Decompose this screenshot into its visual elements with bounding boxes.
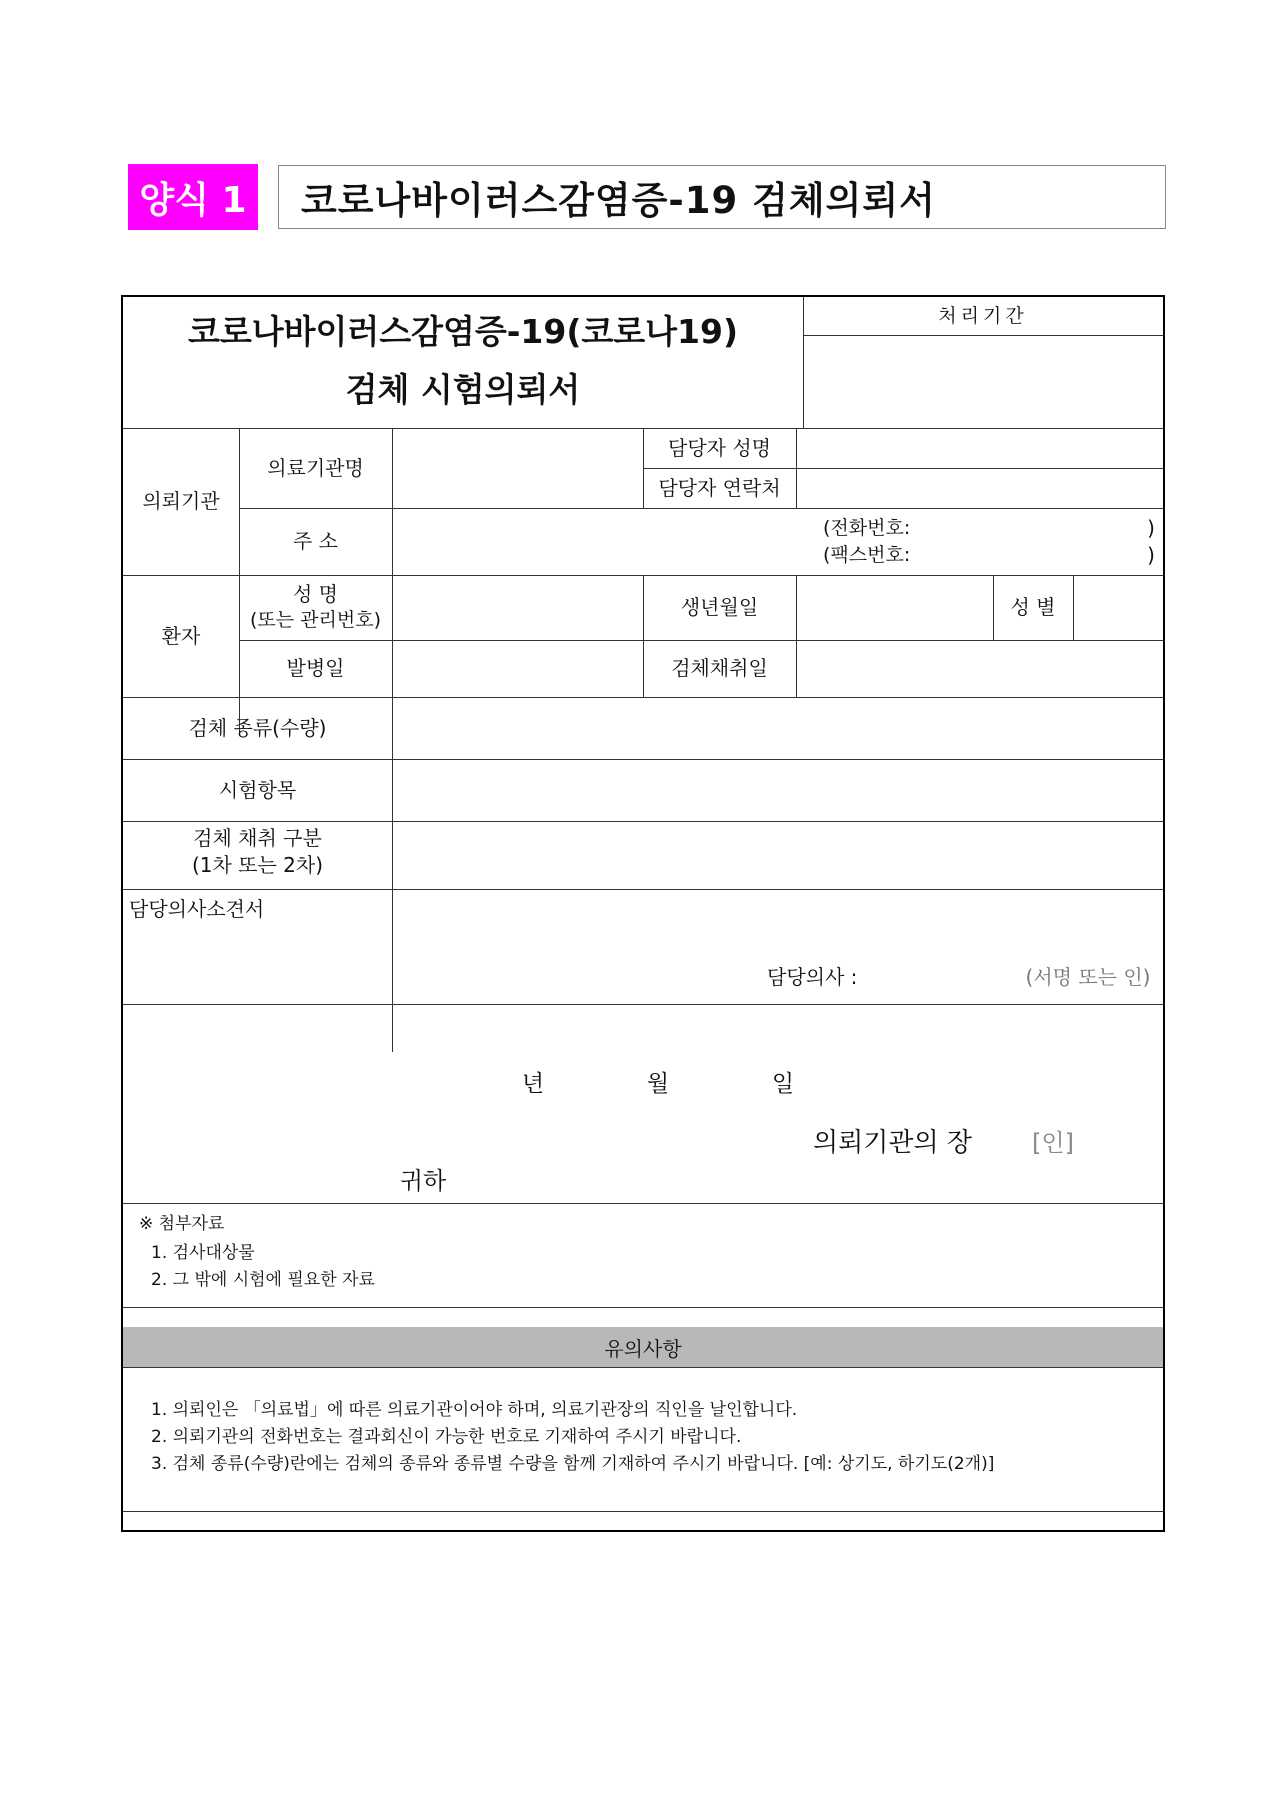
contact-phone-label: 담당자 연락처 [658, 475, 781, 500]
request-form-table [121, 295, 1165, 1532]
processing-period-label: 처리기간 [938, 304, 1028, 327]
institution-name-label: 의료기관명 [267, 455, 364, 480]
notice-item: 3. 검체 종류(수량)란에는 검체의 종류와 종류별 수량을 함께 기재하여 주시기 바랍니다. [예: 상기도, 하기도(2개)] [151, 1454, 995, 1474]
contact-name-field[interactable] [797, 429, 1163, 467]
notice-item: 2. 의뢰기관의 전화번호는 결과회신이 가능한 번호로 기재하여 주시기 바랍니다. [151, 1427, 742, 1447]
head-of-institution-label: 의뢰기관의 장 [813, 1127, 972, 1158]
collection-type-label: 검체 채취 구분 [193, 826, 322, 850]
notice-title: 유의사항 [604, 1336, 682, 1361]
attachment-item: 1. 검사대상물 [151, 1243, 255, 1263]
phone-label: (전화번호: [823, 517, 911, 539]
doctor-label: 담당의사 : [767, 964, 858, 989]
phone-close: ) [1147, 516, 1155, 540]
onset-label: 발병일 [286, 656, 345, 680]
specimen-type-label: 검체 종류(수량) [188, 715, 327, 740]
patient-name-sub: (또는 관리번호) [250, 608, 381, 631]
requesting-institution-label: 의뢰기관 [142, 489, 220, 513]
contact-name-label: 담당자 성명 [668, 435, 771, 460]
doctor-opinion-label: 담당의사소견서 [129, 896, 265, 921]
institution-name-field[interactable] [393, 429, 643, 507]
collection-type-sub: (1차 또는 2차) [191, 853, 324, 877]
attachments-title: ※ 첨부자료 [139, 1214, 225, 1234]
fax-label: (팩스번호: [823, 544, 911, 566]
patient-name-label: 성 명 [293, 581, 338, 606]
birth-label: 생년월일 [680, 595, 759, 619]
sex-label: 성 별 [1010, 595, 1056, 619]
collection-date-label: 검체채취일 [671, 656, 768, 680]
month-label: 월 [646, 1070, 670, 1097]
patient-label: 환자 [161, 623, 201, 648]
attachment-item: 2. 그 밖에 시험에 필요한 자료 [151, 1270, 375, 1290]
signature-hint: (서명 또는 인) [1025, 964, 1151, 989]
form-number-badge: 양식 1 [128, 164, 258, 230]
form-title-line1: 코로나바이러스감염증-19(코로나19) [187, 311, 739, 351]
notice-item: 1. 의뢰인은 「의료법」에 따른 의료기관이어야 하며, 의료기관장의 직인을 날인합니다. [151, 1400, 798, 1420]
notice-header [123, 1327, 1163, 1367]
fax-close: ) [1147, 543, 1155, 567]
seal-mark: [인] [1032, 1128, 1074, 1157]
year-label: 년 [521, 1070, 545, 1097]
day-label: 일 [771, 1070, 795, 1097]
form-title-line2: 검체 시험의뢰서 [345, 369, 581, 409]
addressee-label: 귀하 [399, 1166, 447, 1195]
contact-phone-field[interactable] [797, 469, 1163, 507]
document-title: 코로나바이러스감염증-19 검체의뢰서 [278, 165, 1166, 229]
test-items-label: 시험항목 [218, 777, 297, 802]
address-label: 주 소 [293, 529, 338, 553]
